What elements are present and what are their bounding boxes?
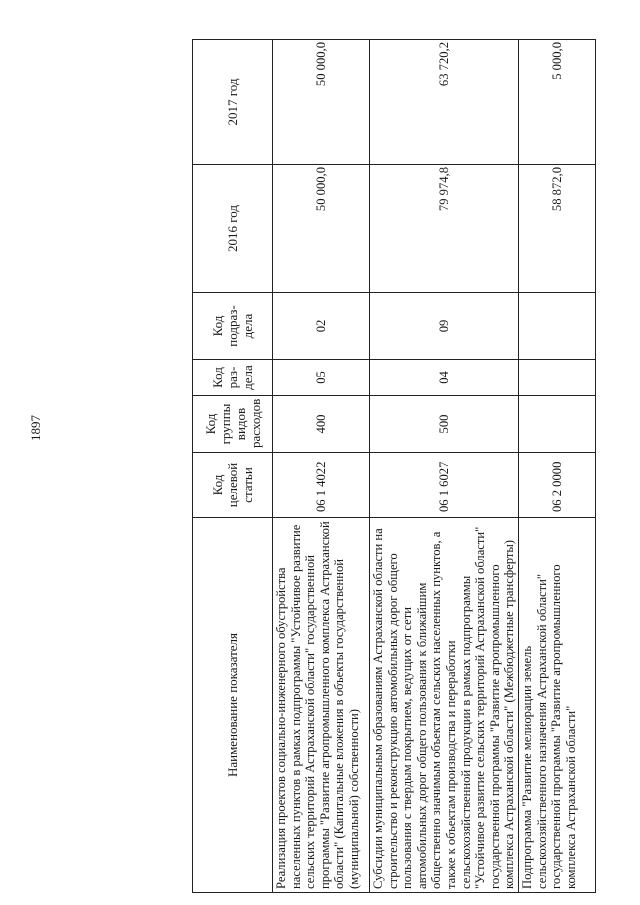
header-year-2016: 2016 год	[193, 165, 273, 293]
header-year-2017: 2017 год	[193, 40, 273, 165]
row-section-code: 04	[370, 360, 519, 396]
row-year-2017: 50 000,0	[273, 40, 370, 165]
row-name: Субсидии муниципальным образованиям Астраханской области на строительство и реконструкцию автомобильных дорог общего пользования с твердым покрытием, ведущих от сети автомобильных дорог общего пользования к ближайшим общественно значимым объектам сельских населенных пунктов, а также к объектам производства и переработки сельскохозяйственной продукции в рамках подпрограммы "Устойчивое развитие сельских территорий Астраханской области" государственной программы "Развитие агропромышленного комплекса Астраханской области" (Межбюджетные трансферты)	[370, 518, 519, 893]
table-row	[370, 40, 519, 893]
row-subsection-code: 09	[370, 293, 519, 360]
table-row	[273, 40, 370, 893]
row-section-code	[518, 360, 595, 396]
row-year-2017: 63 720,2	[370, 40, 519, 165]
header-section-code: Код раз-дела	[193, 360, 273, 396]
row-year-2016: 50 000,0	[273, 165, 370, 293]
page-number: 1897	[28, 415, 43, 441]
table-row	[518, 40, 595, 893]
header-row	[193, 40, 273, 893]
row-target-code: 06 1 6027	[370, 453, 519, 518]
header-target-code: Код целевой статьи	[193, 453, 273, 518]
row-expense-group-code	[518, 396, 595, 453]
header-name: Наименование показателя	[193, 518, 273, 893]
row-subsection-code	[518, 293, 595, 360]
row-target-code: 06 1 4022	[273, 453, 370, 518]
row-subsection-code: 02	[273, 293, 370, 360]
row-year-2016: 79 974,8	[370, 165, 519, 293]
row-expense-group-code: 400	[273, 396, 370, 453]
row-year-2016: 58 872,0	[518, 165, 595, 293]
row-name: Подпрограмма "Развитие мелиорации земель сельскохозяйственного назначения Астраханской области" государственной программы "Развитие агропромышленного комплекса Астраханской области"	[518, 518, 595, 893]
header-subsection-code: Код подраз-дела	[193, 293, 273, 360]
budget-table	[192, 39, 596, 893]
row-target-code: 06 2 0000	[518, 453, 595, 518]
row-section-code: 05	[273, 360, 370, 396]
header-expense-group-code: Код группы видов расходов	[193, 396, 273, 453]
row-year-2017: 5 000,0	[518, 40, 595, 165]
rotated-table-container	[192, 40, 578, 893]
row-name: Реализация проектов социально-инженерного обустройства населенных пунктов в рамках подпрограммы "Устойчивое развитие сельских территорий Астраханской области" государственной программы "Развитие агропромышленного комплекса Астраханской области" (Капитальные вложения в объекты государственной (муниципальной) собственности)	[273, 518, 370, 893]
row-expense-group-code: 500	[370, 396, 519, 453]
